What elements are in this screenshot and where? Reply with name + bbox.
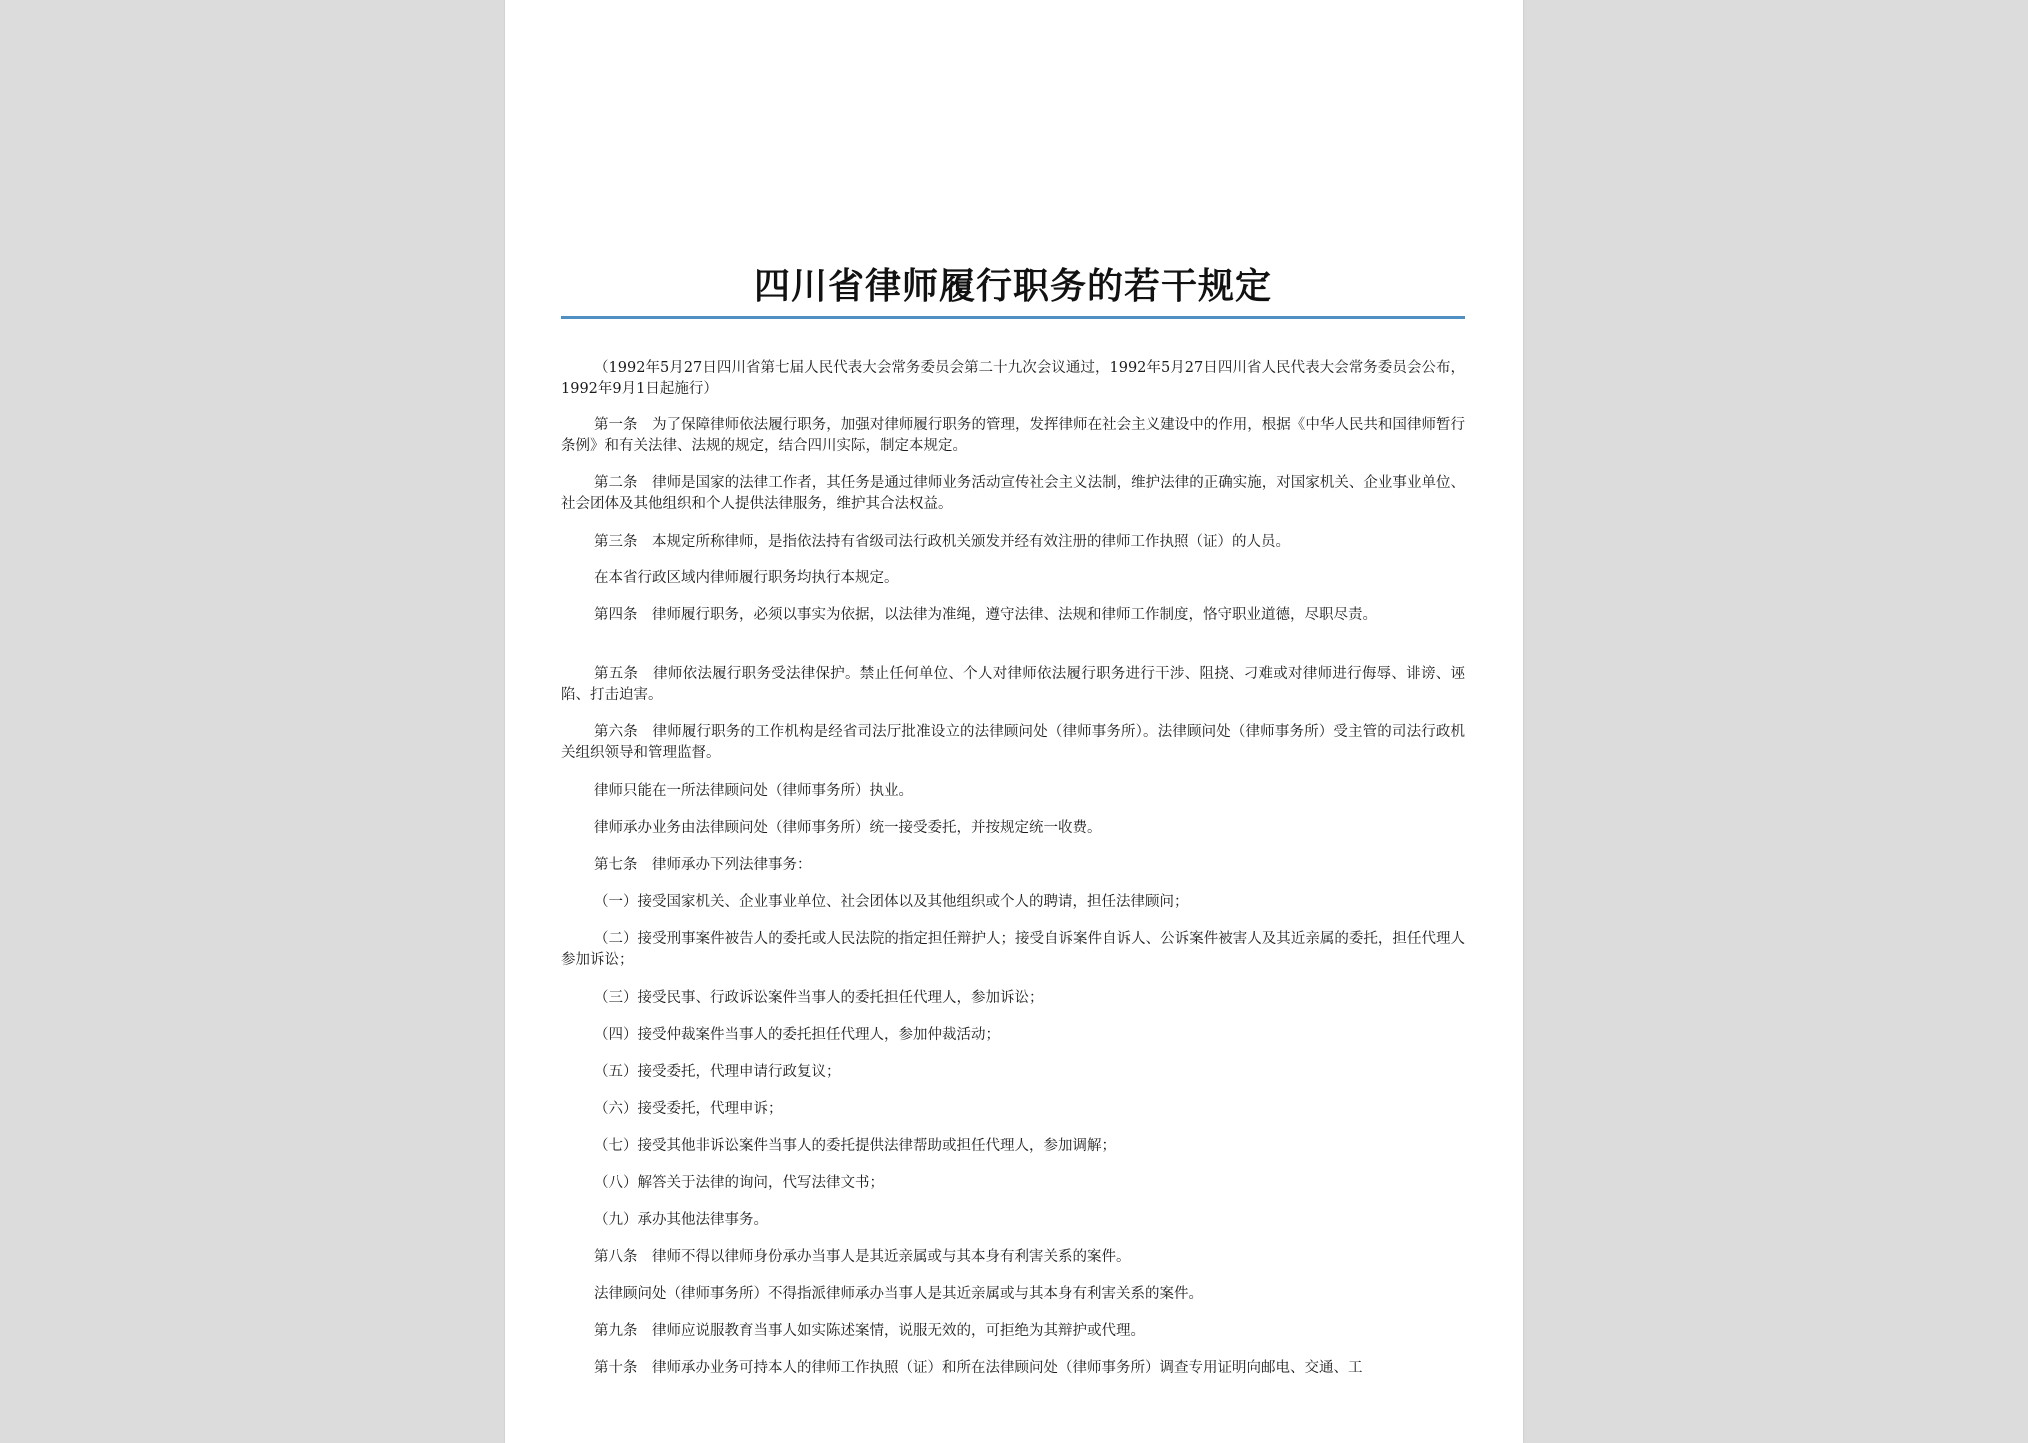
article-7-item-1: （一）接受国家机关、企业事业单位、社会团体以及其他组织或个人的聘请，担任法律顾问；: [594, 894, 1189, 910]
article-5: 第五条 律师依法履行职务受法律保护。禁止任何单位、个人对律师依法履行职务进行干涉、阻挠、刁难或对律师进行侮辱、诽谤、诬陷、打击迫害。: [561, 666, 1465, 703]
article-7-item-3: （三）接受民事、行政诉讼案件当事人的委托担任代理人，参加诉讼；: [594, 990, 1044, 1006]
article-7-item-6: （六）接受委托，代理申诉；: [594, 1101, 783, 1117]
document-title: 四川省律师履行职务的若干规定: [753, 265, 1272, 307]
article-7-item-4: （四）接受仲裁案件当事人的委托担任代理人，参加仲裁活动；: [594, 1027, 1000, 1043]
article-2: 第二条 律师是国家的法律工作者，其任务是通过律师业务活动宣传社会主义法制，维护法律的正确实施，对国家机关、企业事业单位、社会团体及其他组织和个人提供法律服务，维护其合法权益。: [561, 475, 1465, 512]
preamble-paragraph: （1992年5月27日四川省第七届人民代表大会常务委员会第二十九次会议通过，1992年5月27日四川省人民代表大会常务委员会公布，1992年9月1日起施行）: [561, 360, 1465, 397]
article-8-clause: 法律顾问处（律师事务所）不得指派律师承办当事人是其近亲属或与其本身有利害关系的案件。: [594, 1286, 1203, 1302]
article-3: 第三条 本规定所称律师，是指依法持有省级司法行政机关颁发并经有效注册的律师工作执照（证）的人员。: [594, 534, 1290, 550]
article-8: 第八条 律师不得以律师身份承办当事人是其近亲属或与其本身有利害关系的案件。: [594, 1249, 1131, 1265]
article-3-clause: 在本省行政区域内律师履行职务均执行本规定。: [594, 570, 899, 586]
article-7: 第七条 律师承办下列法律事务：: [594, 857, 812, 873]
document-page: [505, 0, 1523, 1443]
article-9: 第九条 律师应说服教育当事人如实陈述案情，说服无效的，可拒绝为其辩护或代理。: [594, 1323, 1145, 1339]
article-4: 第四条 律师履行职务，必须以事实为依据，以法律为准绳，遵守法律、法规和律师工作制度，恪守职业道德，尽职尽责。: [594, 607, 1377, 623]
article-7-item-2: （二）接受刑事案件被告人的委托或人民法院的指定担任辩护人；接受自诉案件自诉人、公诉案件被害人及其近亲属的委托，担任代理人参加诉讼；: [561, 931, 1465, 968]
article-7-item-5: （五）接受委托，代理申请行政复议；: [594, 1064, 841, 1080]
article-7-item-8: （八）解答关于法律的询问，代写法律文书；: [594, 1175, 884, 1191]
article-7-item-7: （七）接受其他非诉讼案件当事人的委托提供法律帮助或担任代理人，参加调解；: [594, 1138, 1116, 1154]
article-6-clause-1: 律师只能在一所法律顾问处（律师事务所）执业。: [594, 783, 913, 799]
title-underline: [561, 316, 1465, 319]
article-10: 第十条 律师承办业务可持本人的律师工作执照（证）和所在法律顾问处（律师事务所）调查专用证明向邮电、交通、工: [594, 1360, 1363, 1376]
article-6-clause-2: 律师承办业务由法律顾问处（律师事务所）统一接受委托，并按规定统一收费。: [594, 820, 1102, 836]
article-7-item-9: （九）承办其他法律事务。: [594, 1212, 768, 1228]
article-1: 第一条 为了保障律师依法履行职务，加强对律师履行职务的管理，发挥律师在社会主义建设中的作用，根据《中华人民共和国律师暂行条例》和有关法律、法规的规定，结合四川实际，制定本规定。: [561, 417, 1465, 454]
article-6: 第六条 律师履行职务的工作机构是经省司法厅批准设立的法律顾问处（律师事务所）。法律顾问处（律师事务所）受主管的司法行政机关组织领导和管理监督。: [561, 724, 1465, 761]
